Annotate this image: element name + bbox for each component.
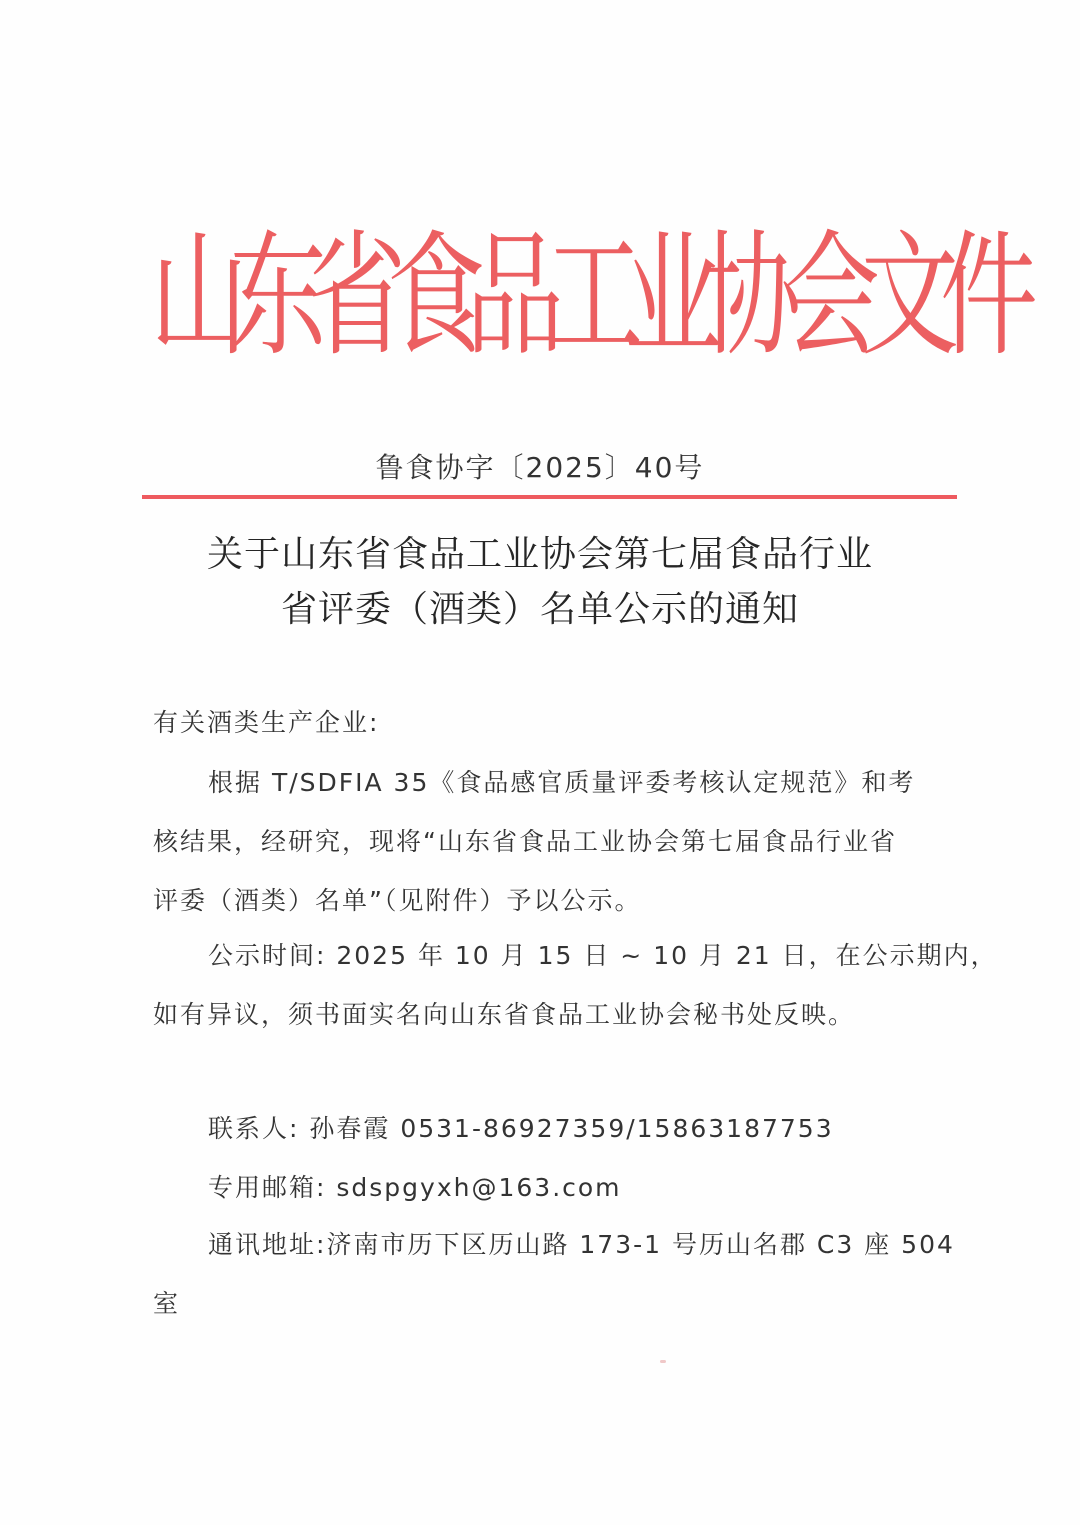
contact-address-value: 济南市历下区历山路 173-1 号历山名郡 C3 座 504 xyxy=(326,1230,955,1259)
contact-address xyxy=(208,1225,955,1261)
letterhead-char: 食 xyxy=(387,218,486,376)
contact-address-label: 通讯地址: xyxy=(208,1230,327,1259)
paragraph-2-line-2: 如有异议，须书面实名向山东省食品工业协会秘书处反映。 xyxy=(153,1000,856,1029)
paragraph-1-line-2: 核结果，经研究，现将“山东省食品工业协会第七届食品行业省 xyxy=(153,827,897,856)
letterhead-char: 工 xyxy=(545,218,644,376)
red-divider-line xyxy=(142,495,957,499)
letterhead-char: 品 xyxy=(466,218,565,376)
contact-email xyxy=(208,1168,622,1204)
paragraph-1-line-3: 评委（酒类）名单”（见附件）予以公示。 xyxy=(153,886,642,915)
letterhead-char: 省 xyxy=(308,218,407,376)
contact-person-value: 孙春霞 0531-86927359/15863187753 xyxy=(309,1114,834,1143)
contact-person xyxy=(208,1109,834,1145)
document-number: 鲁食协字〔2025〕40号 xyxy=(375,451,705,484)
paragraph-1-line-1: 根据 T/SDFIA 35《食品感官质量评委考核认定规范》和考 xyxy=(208,768,916,797)
contact-address-continued: 室 xyxy=(153,1289,181,1318)
letterhead-char: 东 xyxy=(229,218,328,376)
org-letterhead-title xyxy=(150,194,1039,401)
document-title xyxy=(0,527,1080,637)
salutation: 有关酒类生产企业: xyxy=(153,708,380,737)
contact-email-value: sdspgyxh@163.com xyxy=(336,1173,622,1202)
scan-speck xyxy=(660,1360,666,1363)
letterhead-char: 会 xyxy=(782,218,881,376)
title-line-2: 省评委（酒类）名单公示的通知 xyxy=(280,589,799,630)
letterhead-char: 协 xyxy=(703,218,802,376)
contact-person-label: 联系人: xyxy=(208,1114,300,1143)
letterhead-char: 文 xyxy=(861,218,960,376)
letterhead-char: 件 xyxy=(940,218,1039,376)
letterhead-char: 山 xyxy=(150,218,249,376)
contact-email-label: 专用邮箱: xyxy=(208,1173,327,1202)
letterhead-char: 业 xyxy=(624,218,723,376)
paragraph-2-line-1: 公示时间: 2025 年 10 月 15 日 ~ 10 月 21 日，在公示期内， xyxy=(208,941,998,970)
title-line-1: 关于山东省食品工业协会第七届食品行业 xyxy=(206,534,873,575)
